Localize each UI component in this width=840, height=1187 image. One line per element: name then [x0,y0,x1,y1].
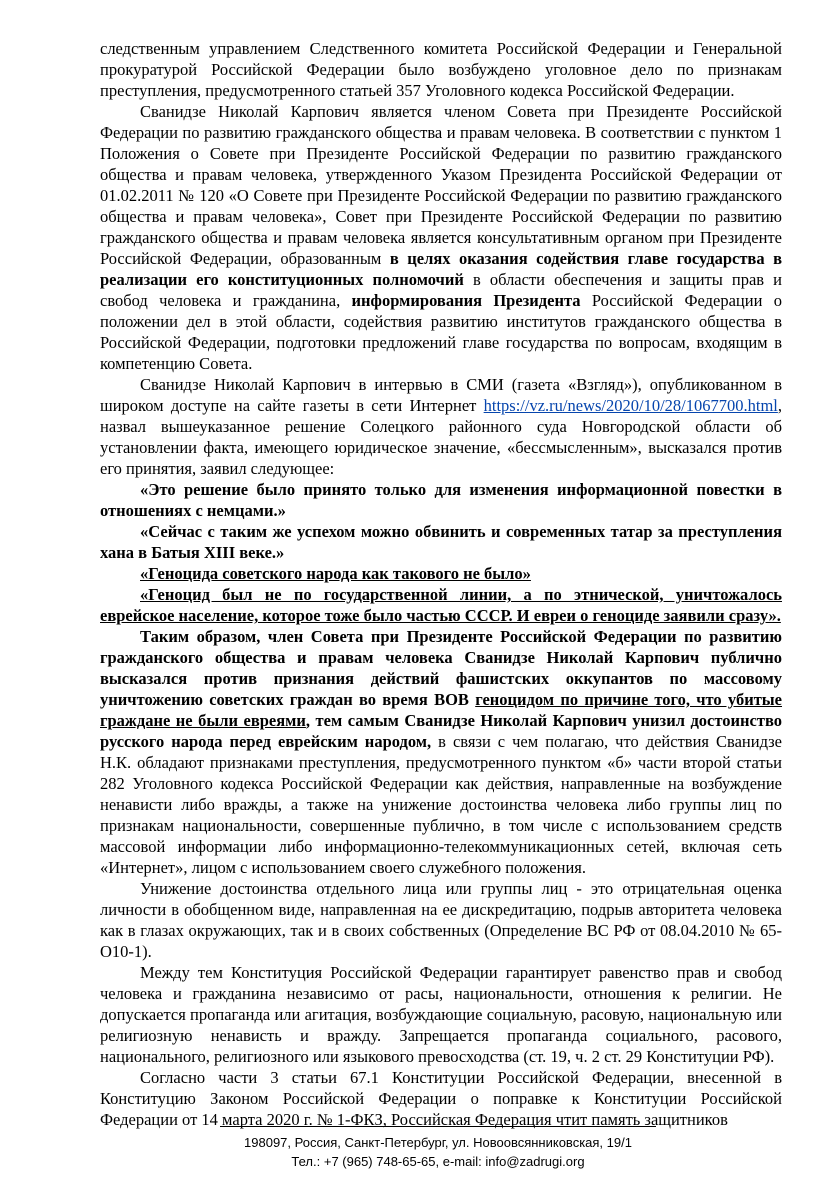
quote-2 [100,521,782,563]
paragraph-text: в связи с чем полагаю, что действия Сванидзе Н.К. обладают признаками преступления, предусмотренного пунктом «б» части второй статьи 282 Уголовного кодекса Российской Федерации как действия, направленные на возбуждение ненависти либо вражды, а также на унижение достоинства человека либо группы лиц по признакам национальности, совершенные публично, в том числе с использованием средств массовой информации либо информационно-телекоммуникационных сетей, включая сеть «Интернет», лицом с использованием своего служебного положения. [100,732,783,877]
document-body [100,38,782,1130]
quote-3 [100,563,782,584]
quote-1 [100,479,782,521]
article-link[interactable]: https://vz.ru/news/2020/10/28/1067700.html [483,396,778,415]
paragraph-dignity-definition: Унижение достоинства отдельного лица или группы лиц - это отрицательная оценка личности в обобщенном виде, направленная на ее дискредитацию, подрыв авторитета человека как в глазах окружающих, так и в своих собственных (Определение ВС РФ от 08.04.2010 № 65-О10-1). [100,879,782,961]
quote-text: «Геноцид был не по государственной линии, а по этнической, уничтожалось еврейское население, которое тоже было частью СССР. И евреи о геноциде заявили сразу». [100,585,782,625]
paragraph-text: Сванидзе Николай Карпович является членом Совета при Президенте Российской Федерации по развитию гражданского общества и правам человека. В соответствии с пунктом 1 Положения о Совете при Президенте Российской Федерации по развитию гражданского общества и правам человека, утвержденного Указом Президента Российской Федерации от 01.02.2011 № 120 «О Совете при Президенте Российской Федерации по развитию гражданского общества и правам человека», Совет при Президенте Российской Федерации по развитию гражданского общества и правам человека является консультативным органом при Президенте Российской Федерации, образованным [100,102,782,268]
paragraph-article-67: Согласно части 3 статьи 67.1 Конституции Российской Федерации, внесенной в Конституцию Законом Российской Федерации о поправке к Конституции Российской Федерации от 14 марта 2020 г. № 1-ФКЗ, Российская Федерация чтит память защитников [100,1068,782,1129]
paragraph-text: в области обеспечения и защиты прав и свобод человека и гражданина, [100,270,783,310]
footer-contacts: Тел.: +7 (965) 748-65-65, e-mail: info@zadrugi.org [291,1154,585,1169]
quote-text: «Сейчас с таким же успехом можно обвинить и современных татар за преступления хана в Батыя XIII веке.» [100,522,782,562]
footer-address: 198097, Россия, Санкт-Петербург, ул. Новоовсянниковская, 19/1 [244,1135,632,1150]
paragraph-council-membership [100,101,782,374]
paragraph-0: следственным управлением Следственного комитета Российской Федерации и Генеральной прокуратурой Российской Федерации было возбуждено уголовное дело по признакам преступления, предусмотренного статьей 357 Уголовного кодекса Российской Федерации. [100,39,782,100]
paragraph-text: Сванидзе Николай Карпович в интервью в СМИ (газета «Взгляд»), опубликованном в широком доступе на сайте газеты в сети Интернет [100,375,782,415]
bold-text: в целях оказания содействия главе государства в реализации его конституционных полномочий [100,249,782,289]
paragraph-text: Российской Федерации о положении дел в этой области, содействия развитию институтов гражданского общества в Российской Федерации, подготовки предложений главе государства по вопросам, входящим в компетенцию Совета. [100,291,782,373]
quote-text: «Геноцида советского народа как такового не было» [140,564,531,583]
quote-text: «Это решение было принято только для изменения информационной повестки в отношениях с немцами.» [100,480,782,520]
paragraph-conclusion [100,626,782,878]
bold-underlined-text: геноцидом по причине того, что убитые граждане не были евреями [100,690,783,730]
bold-text: , тем самым Сванидзе Николай Карпович унизил достоинство русского народа перед еврейским народом, [100,711,782,751]
paragraph-constitution: Между тем Конституция Российской Федерации гарантирует равенство прав и свобод человека и гражданина независимо от расы, национальности, отношения к религии. Не допускается пропаганда или агитация, возбуждающие социальную, расовую, национальную или религиозную ненависть и вражду. Запрещается пропаганда социального, расового, национального, религиозного или языкового превосходства (ст. 19, ч. 2 ст. 29 Конституции РФ). [100,963,782,1066]
paragraph-text: , назвал вышеуказанное решение Солецкого районного суда Новгородской области об установлении факта, имеющего юридическое значение, «бессмысленным», высказался против его принятия, заявил следующее: [100,396,782,478]
page-footer [220,1126,656,1171]
paragraph-interview [100,374,782,479]
bold-text: Таким образом, член Совета при Президенте Российской Федерации по развитию гражданского общества и правам человека Сванидзе Николай Карпович публично высказался против признания действий фашистских оккупантов по массовому уничтожению советских граждан во время ВОВ [100,627,782,709]
bold-text: информирования Президента [351,291,581,310]
quote-4 [100,584,782,626]
